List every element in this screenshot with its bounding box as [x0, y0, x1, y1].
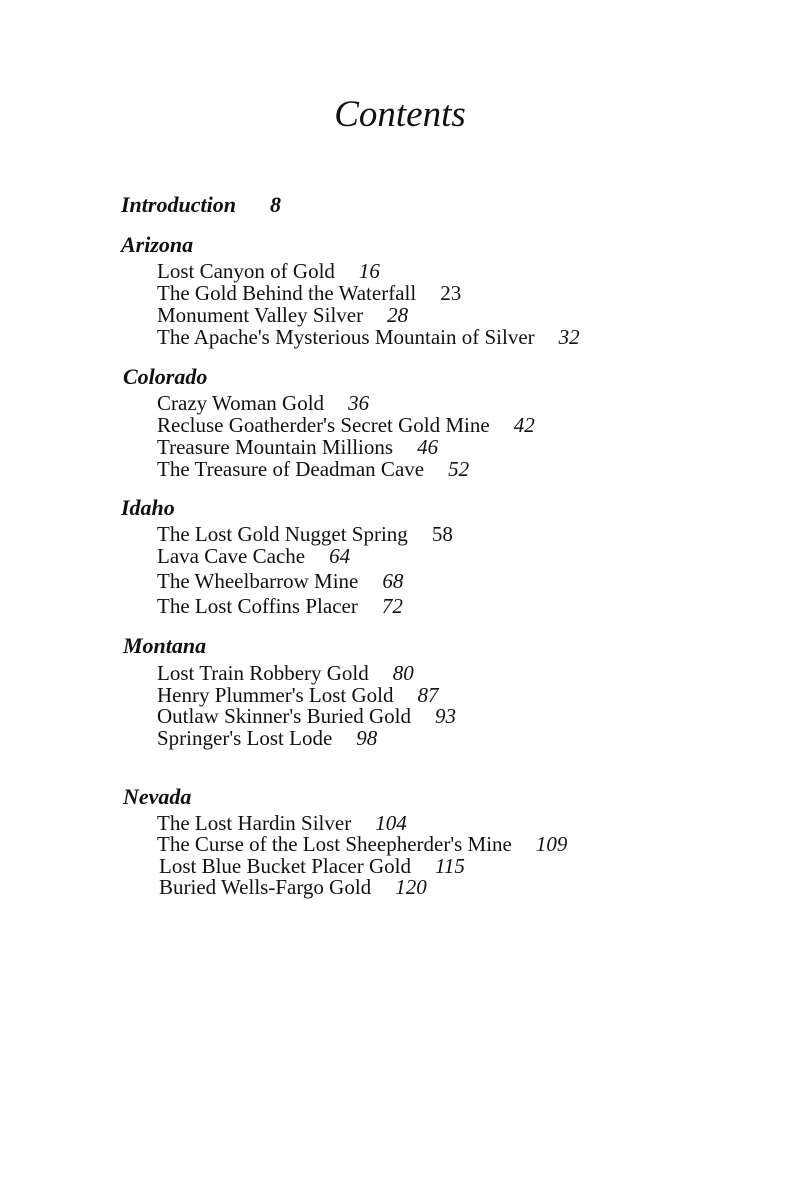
entry-title: Lava Cave Cache	[157, 544, 306, 568]
toc-introduction	[121, 193, 281, 217]
entry-page-number: 72	[381, 594, 403, 618]
entry-page-number: 120	[395, 875, 427, 899]
entry-title: The Gold Behind the Waterfall	[157, 281, 417, 305]
entry-page-number: 98	[356, 726, 378, 750]
toc-entry	[157, 259, 380, 283]
entry-page-number: 58	[431, 522, 453, 546]
toc-entry	[157, 704, 456, 728]
entry-title: The Treasure of Deadman Cave	[157, 457, 425, 481]
introduction-label: Introduction	[121, 192, 236, 217]
page-title: Contents	[334, 94, 466, 135]
entry-page-number: 23	[440, 281, 462, 305]
entry-title: Treasure Mountain Millions	[157, 435, 394, 459]
toc-entry	[157, 726, 377, 750]
entry-page-number: 64	[329, 544, 351, 568]
entry-title: Lost Blue Bucket Placer Gold	[159, 854, 411, 878]
entry-title: The Curse of the Lost Sheepherder's Mine	[157, 832, 512, 856]
section-heading-montana: Montana	[123, 633, 207, 658]
entry-title: The Wheelbarrow Mine	[157, 569, 359, 593]
entry-title: Recluse Goatherder's Secret Gold Mine	[157, 413, 490, 437]
entry-title: The Lost Hardin Silver	[157, 811, 352, 835]
toc-entry	[157, 435, 438, 459]
section-heading-idaho: Idaho	[121, 495, 175, 520]
section-heading-colorado: Colorado	[123, 364, 208, 389]
toc-entry	[157, 303, 408, 327]
entry-title: Henry Plummer's Lost Gold	[157, 683, 394, 707]
entry-page-number: 52	[448, 457, 470, 481]
entry-title: Outlaw Skinner's Buried Gold	[157, 704, 412, 728]
entry-title: Lost Train Robbery Gold	[157, 661, 369, 685]
entry-title: The Apache's Mysterious Mountain of Silver	[157, 325, 535, 349]
section-heading-nevada: Nevada	[123, 784, 192, 809]
entry-page-number: 104	[375, 811, 407, 835]
entry-page-number: 16	[358, 259, 380, 283]
entry-page-number: 68	[382, 569, 404, 593]
entry-page-number: 115	[434, 854, 465, 878]
entry-page-number: 36	[348, 391, 370, 415]
entry-page-number: 87	[417, 683, 439, 707]
entry-page-number: 28	[387, 303, 409, 327]
entry-page-number: 32	[558, 325, 580, 349]
toc-entry	[157, 569, 403, 593]
entry-title: Springer's Lost Lode	[157, 726, 333, 750]
entry-page-number: 93	[435, 704, 457, 728]
entry-title: Buried Wells-Fargo Gold	[159, 875, 372, 899]
toc-entry	[157, 832, 567, 856]
entry-title: The Lost Gold Nugget Spring	[157, 522, 408, 546]
toc-entry	[157, 544, 350, 568]
toc-entry	[157, 413, 535, 437]
entry-page-number: 80	[392, 661, 414, 685]
entry-page-number: 42	[513, 413, 535, 437]
entry-page-number: 46	[417, 435, 439, 459]
section-heading-arizona: Arizona	[121, 232, 194, 257]
toc-entry	[157, 391, 369, 415]
entry-page-number: 109	[535, 832, 568, 856]
toc-entry	[157, 594, 403, 618]
toc-entry	[157, 457, 469, 481]
toc-entry	[159, 875, 427, 899]
entry-title: Monument Valley Silver	[157, 303, 364, 327]
entry-title: Crazy Woman Gold	[157, 391, 325, 415]
toc-entry	[157, 661, 414, 685]
toc-entry	[157, 522, 453, 546]
toc-entry	[157, 325, 580, 349]
introduction-page-number: 8	[269, 192, 281, 217]
toc-entry	[157, 281, 461, 305]
entry-title: Lost Canyon of Gold	[157, 259, 335, 283]
entry-title: The Lost Coffins Placer	[157, 594, 358, 618]
